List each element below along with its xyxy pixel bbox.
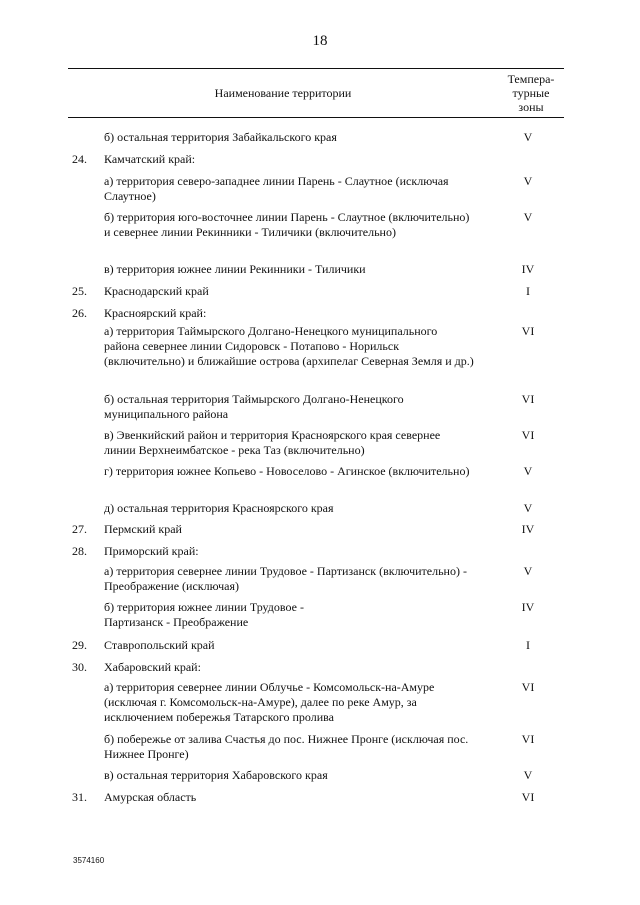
territory-text: б) территория южнее линии Трудовое - Партизанск - Преображение: [104, 600, 304, 629]
zone-value: IV: [521, 600, 535, 614]
territory-text: д) остальная территория Красноярского края: [104, 501, 334, 515]
zone-value: VI: [521, 392, 535, 406]
territory-text: в) Эвенкийский район и территория Красноярского края севернее линии Верхнеимбатское - река Таз (включительно): [104, 428, 441, 457]
territory-text: Камчатский край:: [104, 152, 196, 166]
zone-value: VI: [521, 790, 535, 804]
territory-text: Красноярский край:: [104, 306, 207, 320]
territory-text: а) территория севернее линии Трудовое - Партизанск (включительно) - Преображение (исключая): [104, 564, 467, 593]
zone-value: VI: [521, 732, 535, 746]
row-number: 27.: [72, 522, 87, 536]
document-code: 3574160: [73, 856, 105, 865]
territory-text: а) территория севернее линии Облучье - Комсомольск-на-Амуре (исключая г. Комсомольск-на-Амуре), далее по реке Амур, за исключением побережья Татарского пролива: [104, 680, 435, 724]
row-number: 28.: [72, 544, 87, 558]
zone-value: VI: [521, 680, 535, 694]
territory-text: Приморский край:: [104, 544, 199, 558]
territory-text: Краснодарский край: [104, 284, 209, 298]
territory-text: б) территория юго-восточнее линии Парень - Слаутное (включительно) и севернее линии Рекинники - Тиличики (включительно): [104, 210, 470, 239]
territory-text: а) территория северо-западнее линии Парень - Слаутное (исключая Слаутное): [104, 174, 449, 203]
territory-text: б) побережье от залива Счастья до пос. Нижнее Пронге (исключая пос. Нижнее Пронге): [104, 732, 469, 761]
zones-header-line: зоны: [518, 100, 544, 114]
territory-text: Ставропольский край: [104, 638, 215, 652]
zone-value: V: [523, 464, 533, 478]
zones-header-line: Темпера-: [507, 72, 555, 86]
territory-text: г) территория южнее Копьево - Новоселово - Агинское (включительно): [104, 464, 470, 478]
row-number: 24.: [72, 152, 87, 166]
row-number: 25.: [72, 284, 87, 298]
zones-header-line: турные: [512, 86, 550, 100]
row-number: 31.: [72, 790, 87, 804]
territory-text: а) территория Таймырского Долгано-Ненецкого муниципального района севернее линии Сидоровск - Потапово - Норильск (включительно) и ближайшие острова (архипелаг Северная Земля и др.): [104, 324, 474, 368]
territory-text: в) территория южнее линии Рекинники - Тиличики: [104, 262, 366, 276]
zone-value: VI: [521, 324, 535, 338]
zone-value: I: [526, 284, 530, 298]
zone-value: V: [523, 501, 533, 515]
territory-text: Пермский край: [104, 522, 182, 536]
zone-value: IV: [521, 262, 535, 276]
row-number: 29.: [72, 638, 87, 652]
zone-value: V: [523, 130, 533, 144]
zone-value: V: [523, 210, 533, 224]
territory-text: б) остальная территория Забайкальского края: [104, 130, 337, 144]
row-number: 26.: [72, 306, 87, 320]
zone-value: I: [526, 638, 530, 652]
territory-text: б) остальная территория Таймырского Долгано-Ненецкого муниципального района: [104, 392, 404, 421]
zone-value: IV: [521, 522, 535, 536]
zone-value: V: [523, 768, 533, 782]
table-header: [68, 68, 564, 118]
zones-column-header: [498, 69, 564, 117]
territory-text: Амурская область: [104, 790, 197, 804]
territory-text: в) остальная территория Хабаровского края: [104, 768, 328, 782]
row-number: 30.: [72, 660, 87, 674]
page-number: 18: [312, 33, 328, 49]
territory-column-header: Наименование территории: [214, 85, 352, 100]
territory-text: Хабаровский край:: [104, 660, 201, 674]
zone-value: V: [523, 564, 533, 578]
zone-value: VI: [521, 428, 535, 442]
zone-value: V: [523, 174, 533, 188]
